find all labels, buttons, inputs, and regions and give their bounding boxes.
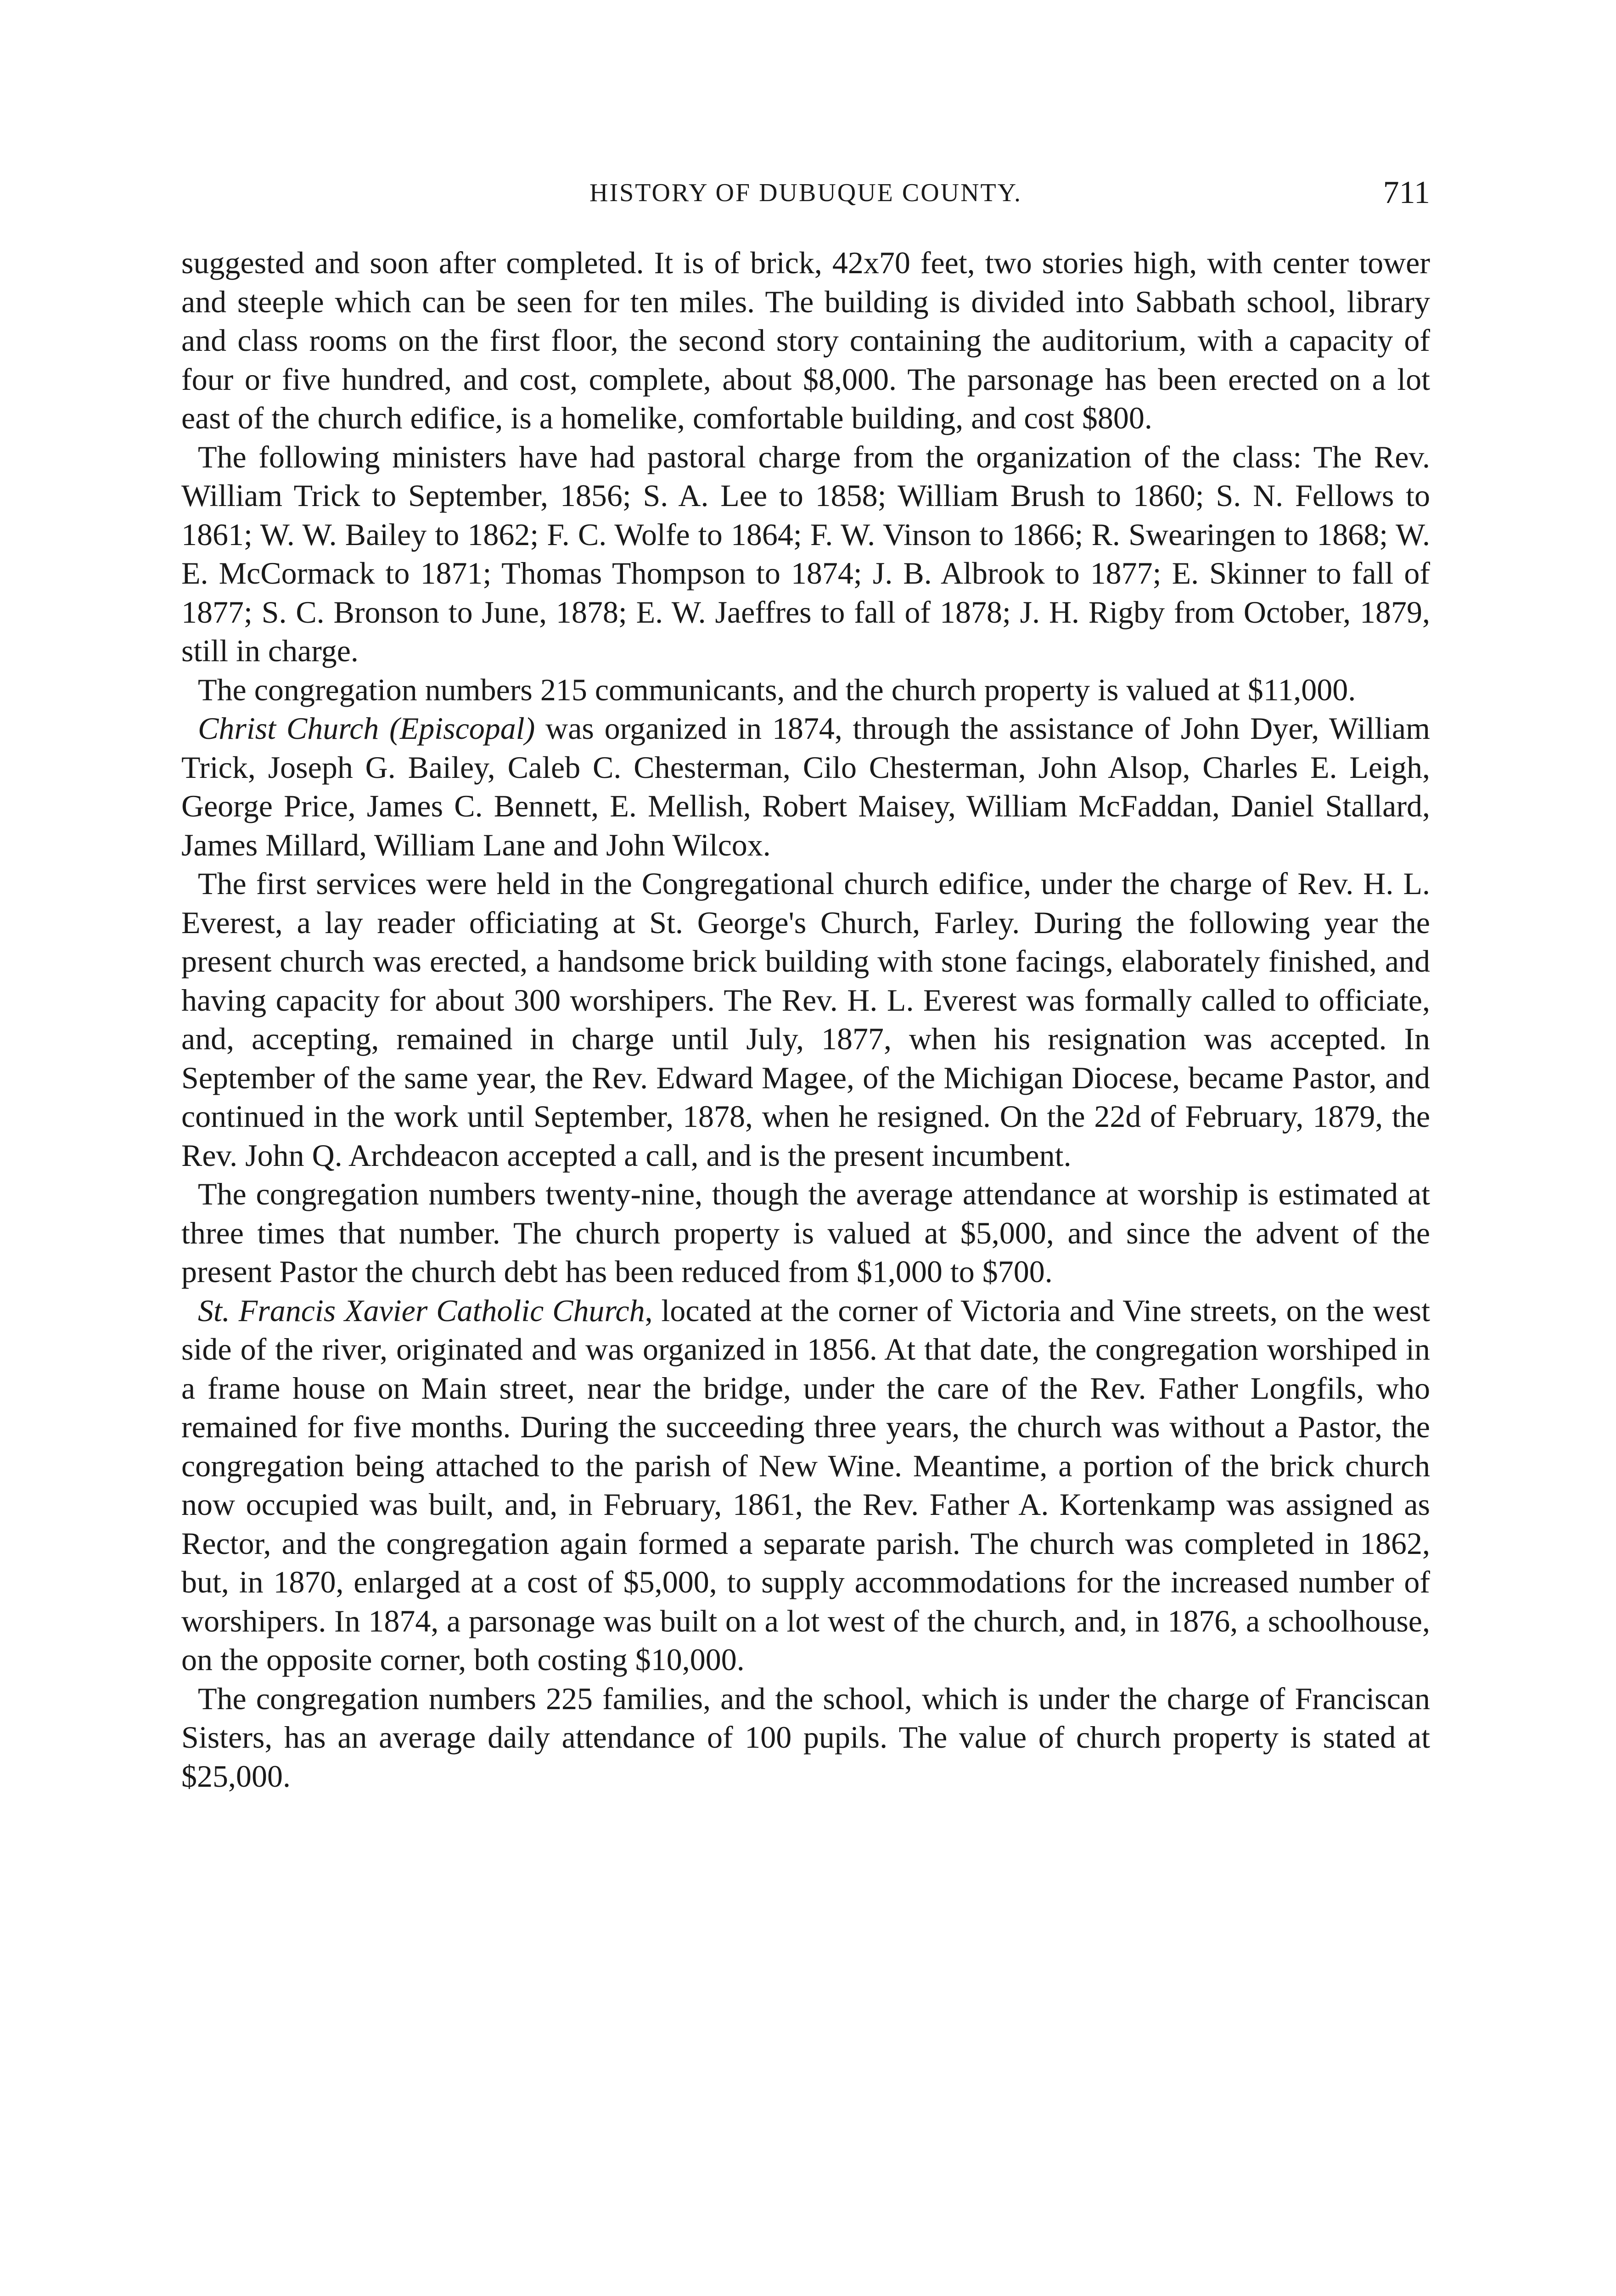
paragraph-congregation-225 [181, 1679, 1430, 1796]
paragraph-st-francis-xavier [181, 1291, 1430, 1679]
paragraph-text: The congregation numbers 215 communicants, and the church property is valued at $11,000. [198, 672, 1356, 707]
church-name-italic: St. Francis Xavier Catholic Church [198, 1293, 645, 1328]
running-header [181, 174, 1430, 216]
paragraph-congregation-29 [181, 1175, 1430, 1291]
paragraph-text: The congregation numbers twenty-nine, though the average attendance at worship is estimated at three times that number. The church property is valued at $5,000, and since the advent of the present Pastor the church debt has been reduced from $1,000 to $700. [181, 1176, 1430, 1289]
paragraph-text: , located at the corner of Victoria and Vine streets, on the west side of the river, originated and was organized in 1856. At that date, the congregation worshiped in a frame house on Main street, near the bridge, under the care of the Rev. Father Longfils, who remained for five months. During the succeeding three years, the church was without a Pastor, the congregation being attached to the parish of New Wine. Meantime, a portion of the brick church now occupied was built, and, in February, 1861, the Rev. Father A. Kortenkamp was assigned as Rector, and the congregation again formed a separate parish. The church was completed in 1862, but, in 1870, enlarged at a cost of $5,000, to supply accommodations for the increased number of worshipers. In 1874, a parsonage was built on a lot west of the church, and, in 1876, a schoolhouse, on the opposite corner, both costing $10,000. [181, 1293, 1430, 1677]
book-page [181, 174, 1430, 1795]
paragraph-text: The first services were held in the Congregational church edifice, under the charge of Rev. H. L. Everest, a lay reader officiating at St. George's Church, Farley. During the following year the present church was erected, a handsome brick building with stone facings, elaborately finished, and having capacity for about 300 worshipers. The Rev. H. L. Everest was formally called to officiate, and, accepting, remained in charge until July, 1877, when his resignation was accepted. In September of the same year, the Rev. Edward Magee, of the Michigan Diocese, became Pastor, and continued in the work until September, 1878, when he resigned. On the 22d of February, 1879, the Rev. John Q. Archdeacon accepted a call, and is the present incumbent. [181, 866, 1430, 1173]
paragraph-text: The congregation numbers 225 families, and the school, which is under the charge of Franciscan Sisters, has an average daily attendance of 100 pupils. The value of church property is stated at $25,000. [181, 1681, 1430, 1794]
paragraph-first-services [181, 864, 1430, 1175]
page-number: 711 [1383, 175, 1430, 210]
paragraph-text: suggested and soon after completed. It is of brick, 42x70 feet, two stories high, with center tower and steeple which can be seen for ten miles. The building is divided into Sabbath school, library and class rooms on the first floor, the second story containing the auditorium, with a capacity of four or five hundred, and cost, complete, about $8,000. The parsonage has been erected on a lot east of the church edifice, is a homelike, comfortable building, and cost $800. [181, 245, 1430, 435]
paragraph-ministers-list [181, 438, 1430, 670]
paragraph-congregation-215 [181, 670, 1430, 709]
paragraph-church-building [181, 243, 1430, 438]
church-name-italic: Christ Church (Episcopal) [198, 711, 535, 746]
paragraph-christ-church [181, 709, 1430, 864]
running-title: HISTORY OF DUBUQUE COUNTY. [589, 179, 1022, 207]
paragraph-text: The following ministers have had pastoral charge from the organization of the class: The Rev. William Trick to September, 1856; S. A. Lee to 1858; William Brush to 1860; S. N. Fellows to 1861; W. W. Bailey to 1862; F. C. Wolfe to 1864; F. W. Vinson to 1866; R. Swearingen to 1868; W. E. McCormack to 1871; Thomas Thompson to 1874; J. B. Albrook to 1877; E. Skinner to fall of 1877; S. C. Bronson to June, 1878; E. W. Jaeffres to fall of 1878; J. H. Rigby from October, 1879, still in charge. [181, 439, 1430, 668]
paragraph-text: was organized in 1874, through the assistance of John Dyer, William Trick, Joseph G. Bailey, Caleb C. Chesterman, Cilo Chesterman, John Alsop, Charles E. Leigh, George Price, James C. Bennett, E. Mellish, Robert Maisey, William McFaddan, Daniel Stallard, James Millard, William Lane and John Wilcox. [181, 711, 1430, 862]
